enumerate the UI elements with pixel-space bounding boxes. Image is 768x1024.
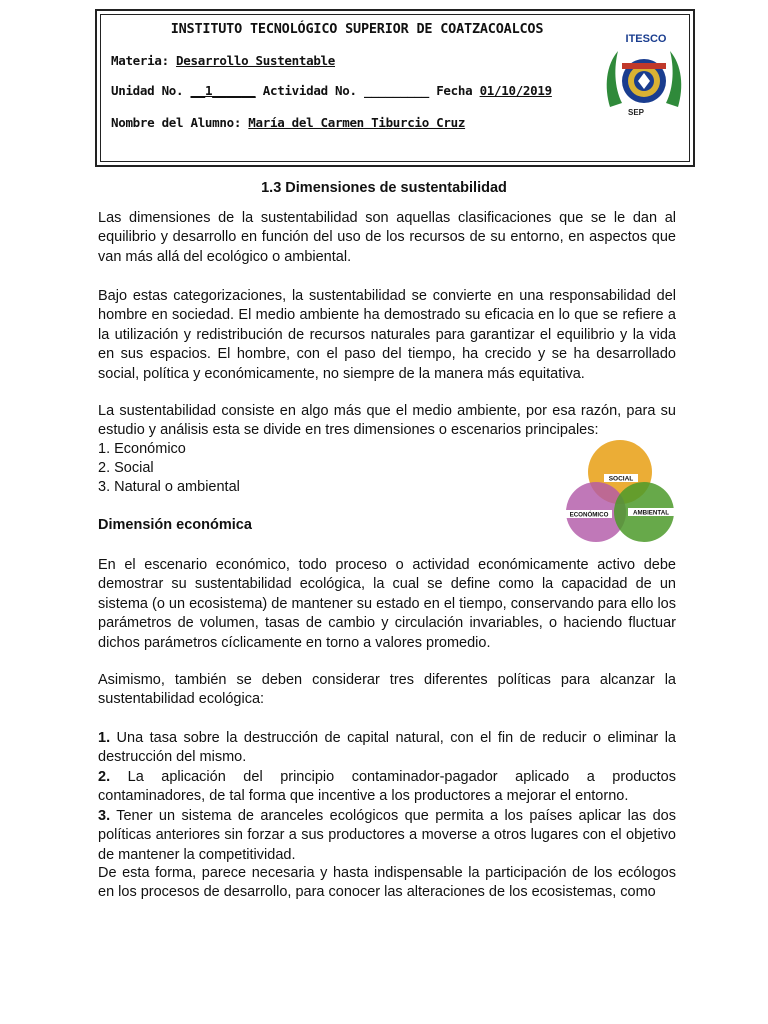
paragraph-4: En el escenario económico, todo proceso o actividad económicamente activo debe demostrar su sustentabilidad ecológica, la cual se define como la capacidad de un sistema (o un ecosistema) de mantener su estado en el tiempo, conservando para ello los parámetros de volumen, tasas de cambio y circulación invariables, o haciendo fluctuar dichos parámetros cíclicamente en torno a valores promedio. bbox=[98, 557, 676, 651]
policy-number: 3. bbox=[98, 808, 111, 824]
paragraph-6: De esta forma, parece necesaria y hasta indispensable la participación de los ecólogos en los procesos de desarrollo, para conocer las alteraciones de los ecosistemas, como bbox=[98, 865, 676, 901]
materia-line bbox=[111, 53, 335, 68]
paragraph-5: Asimismo, también se deben considerar tres diferentes políticas para alcanzar la sustentabilidad ecológica: bbox=[98, 672, 676, 708]
alumno-value: María del Carmen Tiburcio Cruz bbox=[248, 115, 466, 130]
section-title: 1.3 Dimensiones de sustentabilidad bbox=[261, 180, 507, 196]
paragraph-1: Las dimensiones de la sustentabilidad son aquellas clasificaciones que se le dan al equilibrio y desarrollo en función del uso de los recursos de su entorno, en aspectos que van más allá del ecológico o ambiental. bbox=[98, 210, 676, 265]
unidad-line bbox=[111, 83, 552, 98]
itesco-logo-icon bbox=[602, 37, 686, 121]
subheading-dimension-economica: Dimensión económica bbox=[98, 517, 252, 533]
unidad-value: __1______ bbox=[190, 83, 256, 98]
actividad-label: Actividad No. bbox=[262, 83, 357, 98]
unidad-label: Unidad No. bbox=[111, 83, 184, 98]
policy-text: La aplicación del principio contaminador-pagador aplicado a productos contaminadores, de tal forma que incentive a los productores a mejorar el entorno. bbox=[98, 769, 676, 805]
policy-number: 2. bbox=[98, 769, 111, 785]
policy-item-3 bbox=[98, 807, 676, 865]
policy-text: Tener un sistema de aranceles ecológicos que permita a los países aplicar las dos políticas anteriores sin forzar a sus productores a moverse a otros lugares con el objetivo de mantener la competitividad. bbox=[98, 808, 676, 863]
policy-item-2 bbox=[98, 768, 676, 807]
institute-name: INSTITUTO TECNOLÓGICO SUPERIOR DE COATZACOALCOS bbox=[170, 21, 544, 37]
sustainability-venn-diagram bbox=[560, 438, 678, 550]
fecha-value: 01/10/2019 bbox=[479, 83, 552, 98]
list-item: 3. Natural o ambiental bbox=[98, 479, 240, 495]
actividad-value: _________ bbox=[363, 83, 429, 98]
alumno-label: Nombre del Alumno: bbox=[111, 115, 242, 130]
paragraph-2: Bajo estas categorizaciones, la sustentabilidad se convierte en una responsabilidad del hombre en sociedad. El medio ambiente ha demostrado su eficacia en lo que se refiere a la utilización y redistribución de recursos naturales para garantizar el equilibrio y la vida en sus espacios. El hombre, con el paso del tiempo, ha crecido y se ha desarrollado social, política y económicamente, no siempre de la manera más equitativa. bbox=[98, 288, 676, 382]
policy-item-1 bbox=[98, 729, 676, 768]
alumno-line bbox=[111, 115, 465, 130]
list-item: 1. Económico bbox=[98, 441, 186, 457]
fecha-label: Fecha bbox=[436, 83, 473, 98]
logo-wordmark: ITESCO bbox=[625, 33, 667, 45]
header-box bbox=[95, 9, 695, 167]
materia-label: Materia: bbox=[111, 53, 169, 68]
list-item: 2. Social bbox=[98, 460, 154, 476]
venn-label-social: SOCIAL bbox=[608, 475, 634, 483]
paragraph-3: La sustentabilidad consiste en algo más que el medio ambiente, por esa razón, para su estudio y análisis esta se divide en tres dimensiones o escenarios principales: bbox=[98, 403, 676, 439]
venn-label-economico: ECONÓMICO bbox=[569, 511, 609, 519]
logo-subtext: SEP bbox=[628, 108, 645, 117]
policy-text: Una tasa sobre la destrucción de capital natural, con el fin de reducir o eliminar la destrucción del mismo. bbox=[98, 730, 676, 766]
materia-value: Desarrollo Sustentable bbox=[176, 53, 336, 68]
venn-label-ambiental: AMBIENTAL bbox=[633, 509, 669, 517]
policy-number: 1. bbox=[98, 730, 111, 746]
